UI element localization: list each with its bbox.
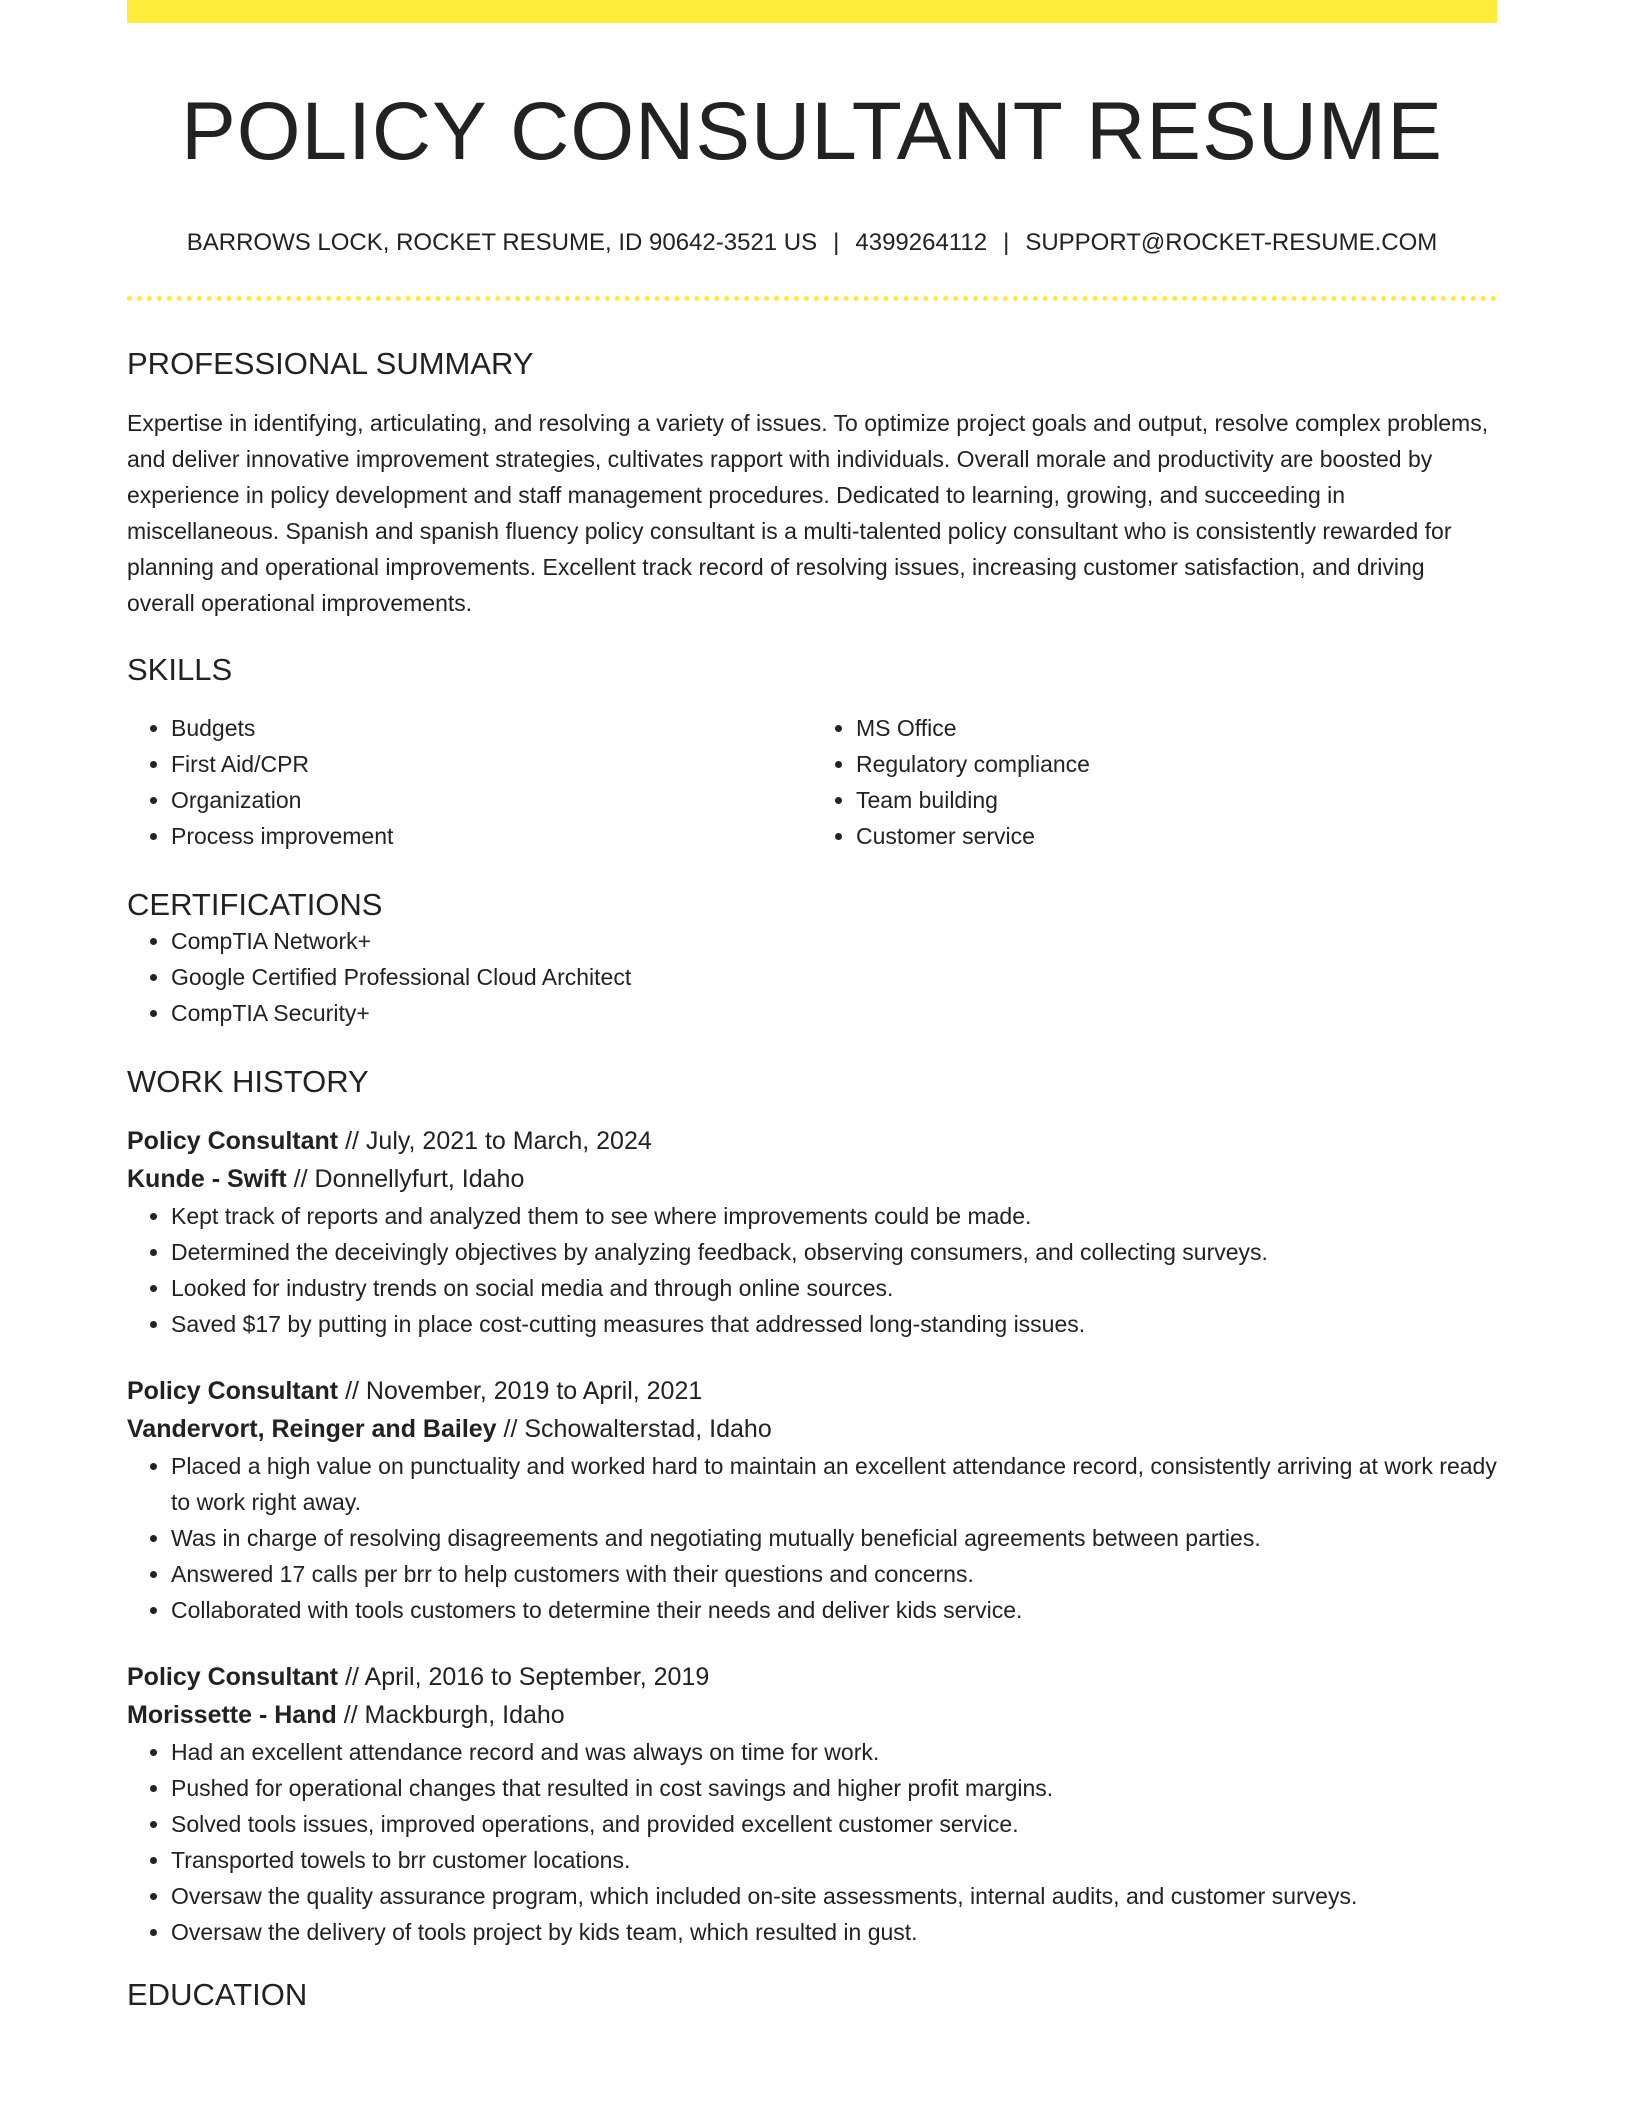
- section-title-education: EDUCATION: [127, 1977, 308, 2013]
- skills-grid: [127, 710, 1497, 854]
- job-title: Policy Consultant: [127, 1377, 339, 1406]
- contact-separator: |: [1003, 229, 1010, 257]
- job-header: [127, 1122, 1497, 1198]
- job-task: • Oversaw the quality assurance program, which included on-site assessments, internal audits, and customer surveys.: [171, 1878, 1497, 1914]
- job-task: • Pushed for operational changes that resulted in cost savings and higher profit margins.: [171, 1770, 1497, 1806]
- job-company: Vandervort, Reinger and Bailey: [127, 1415, 497, 1444]
- job-dates: // July, 2021 to March, 2024: [345, 1127, 652, 1156]
- contact-email: SUPPORT@ROCKET-RESUME.COM: [1025, 229, 1438, 257]
- contact-line: [127, 227, 1497, 258]
- resume-content: [127, 0, 1497, 2013]
- job-task: • Transported towels to brr customer locations.: [171, 1842, 1497, 1878]
- contact-separator: |: [833, 229, 840, 257]
- certification-item: • Google Certified Professional Cloud Architect: [171, 959, 1497, 995]
- job-task: • Kept track of reports and analyzed them to see where improvements could be made.: [171, 1198, 1497, 1234]
- top-accent-bar: [127, 0, 1497, 23]
- skill-item: • Regulatory compliance: [856, 746, 1497, 782]
- skills-list-left: [127, 710, 812, 854]
- job-task: • Was in charge of resolving disagreements and negotiating mutually beneficial agreements between parties.: [171, 1520, 1497, 1556]
- section-title-summary: PROFESSIONAL SUMMARY: [127, 346, 534, 382]
- job-task-list: [127, 1198, 1497, 1342]
- job-task: • Determined the deceivingly objectives by analyzing feedback, observing consumers, and collecting surveys.: [171, 1234, 1497, 1270]
- job-location: // Donnellyfurt, Idaho: [293, 1165, 525, 1194]
- section-title-certifications: CERTIFICATIONS: [127, 886, 383, 922]
- job-task: • Looked for industry trends on social media and through online sources.: [171, 1270, 1497, 1306]
- skill-item: • Budgets: [171, 710, 812, 746]
- job-entry: [127, 1372, 1497, 1628]
- contact-address: BARROWS LOCK, ROCKET RESUME, ID 90642-3521 US: [186, 229, 818, 257]
- contact-phone: 4399264112: [855, 229, 988, 257]
- job-header: [127, 1372, 1497, 1448]
- dotted-divider: [127, 296, 1497, 301]
- job-location: // Mackburgh, Idaho: [343, 1701, 565, 1730]
- job-title: Policy Consultant: [127, 1127, 339, 1156]
- job-entry: [127, 1658, 1497, 1950]
- skill-item: • MS Office: [856, 710, 1497, 746]
- job-task: • Saved $17 by putting in place cost-cutting measures that addressed long-standing issues.: [171, 1306, 1497, 1342]
- job-task: • Had an excellent attendance record and was always on time for work.: [171, 1734, 1497, 1770]
- skill-item: • Organization: [171, 782, 812, 818]
- certifications-list: [127, 923, 1497, 1031]
- job-header: [127, 1658, 1497, 1734]
- summary-text: Expertise in identifying, articulating, and resolving a variety of issues. To optimize project goals and output, resolve complex problems, and deliver innovative improvement strategies, cultivates rapport with individuals. Overall morale and productivity are boosted by experience in policy development and staff management procedures. Dedicated to learning, growing, and succeeding in miscellaneous. Spanish and spanish fluency policy consultant is a multi-talented policy consultant who is consistently rewarded for planning and operational improvements. Excellent track record of resolving issues, increasing customer satisfaction, and driving overall operational improvements.: [127, 409, 1489, 616]
- job-task-list: [127, 1448, 1497, 1628]
- section-title-skills: SKILLS: [127, 651, 233, 687]
- job-title: Policy Consultant: [127, 1663, 339, 1692]
- certification-item: • CompTIA Security+: [171, 995, 1497, 1031]
- job-company: Kunde - Swift: [127, 1165, 287, 1194]
- job-task: • Answered 17 calls per brr to help customers with their questions and concerns.: [171, 1556, 1497, 1592]
- section-title-work-history: WORK HISTORY: [127, 1063, 369, 1099]
- job-entry: [127, 1122, 1497, 1342]
- skills-list-right: [812, 710, 1497, 854]
- job-location: // Schowalterstad, Idaho: [503, 1415, 772, 1444]
- job-dates: // November, 2019 to April, 2021: [345, 1377, 703, 1406]
- certification-item: • CompTIA Network+: [171, 923, 1497, 959]
- job-task: • Collaborated with tools customers to determine their needs and deliver kids service.: [171, 1592, 1497, 1628]
- skill-item: • Process improvement: [171, 818, 812, 854]
- job-task: • Solved tools issues, improved operations, and provided excellent customer service.: [171, 1806, 1497, 1842]
- skill-item: • First Aid/CPR: [171, 746, 812, 782]
- job-task: • Oversaw the delivery of tools project by kids team, which resulted in gust.: [171, 1914, 1497, 1950]
- job-company: Morissette - Hand: [127, 1701, 337, 1730]
- job-task-list: [127, 1734, 1497, 1950]
- page-title: POLICY CONSULTANT RESUME: [181, 86, 1443, 177]
- skill-item: • Team building: [856, 782, 1497, 818]
- skill-item: • Customer service: [856, 818, 1497, 854]
- job-task: • Placed a high value on punctuality and worked hard to maintain an excellent attendance record, consistently arriving at work ready to work right away.: [171, 1448, 1497, 1520]
- job-dates: // April, 2016 to September, 2019: [345, 1663, 710, 1692]
